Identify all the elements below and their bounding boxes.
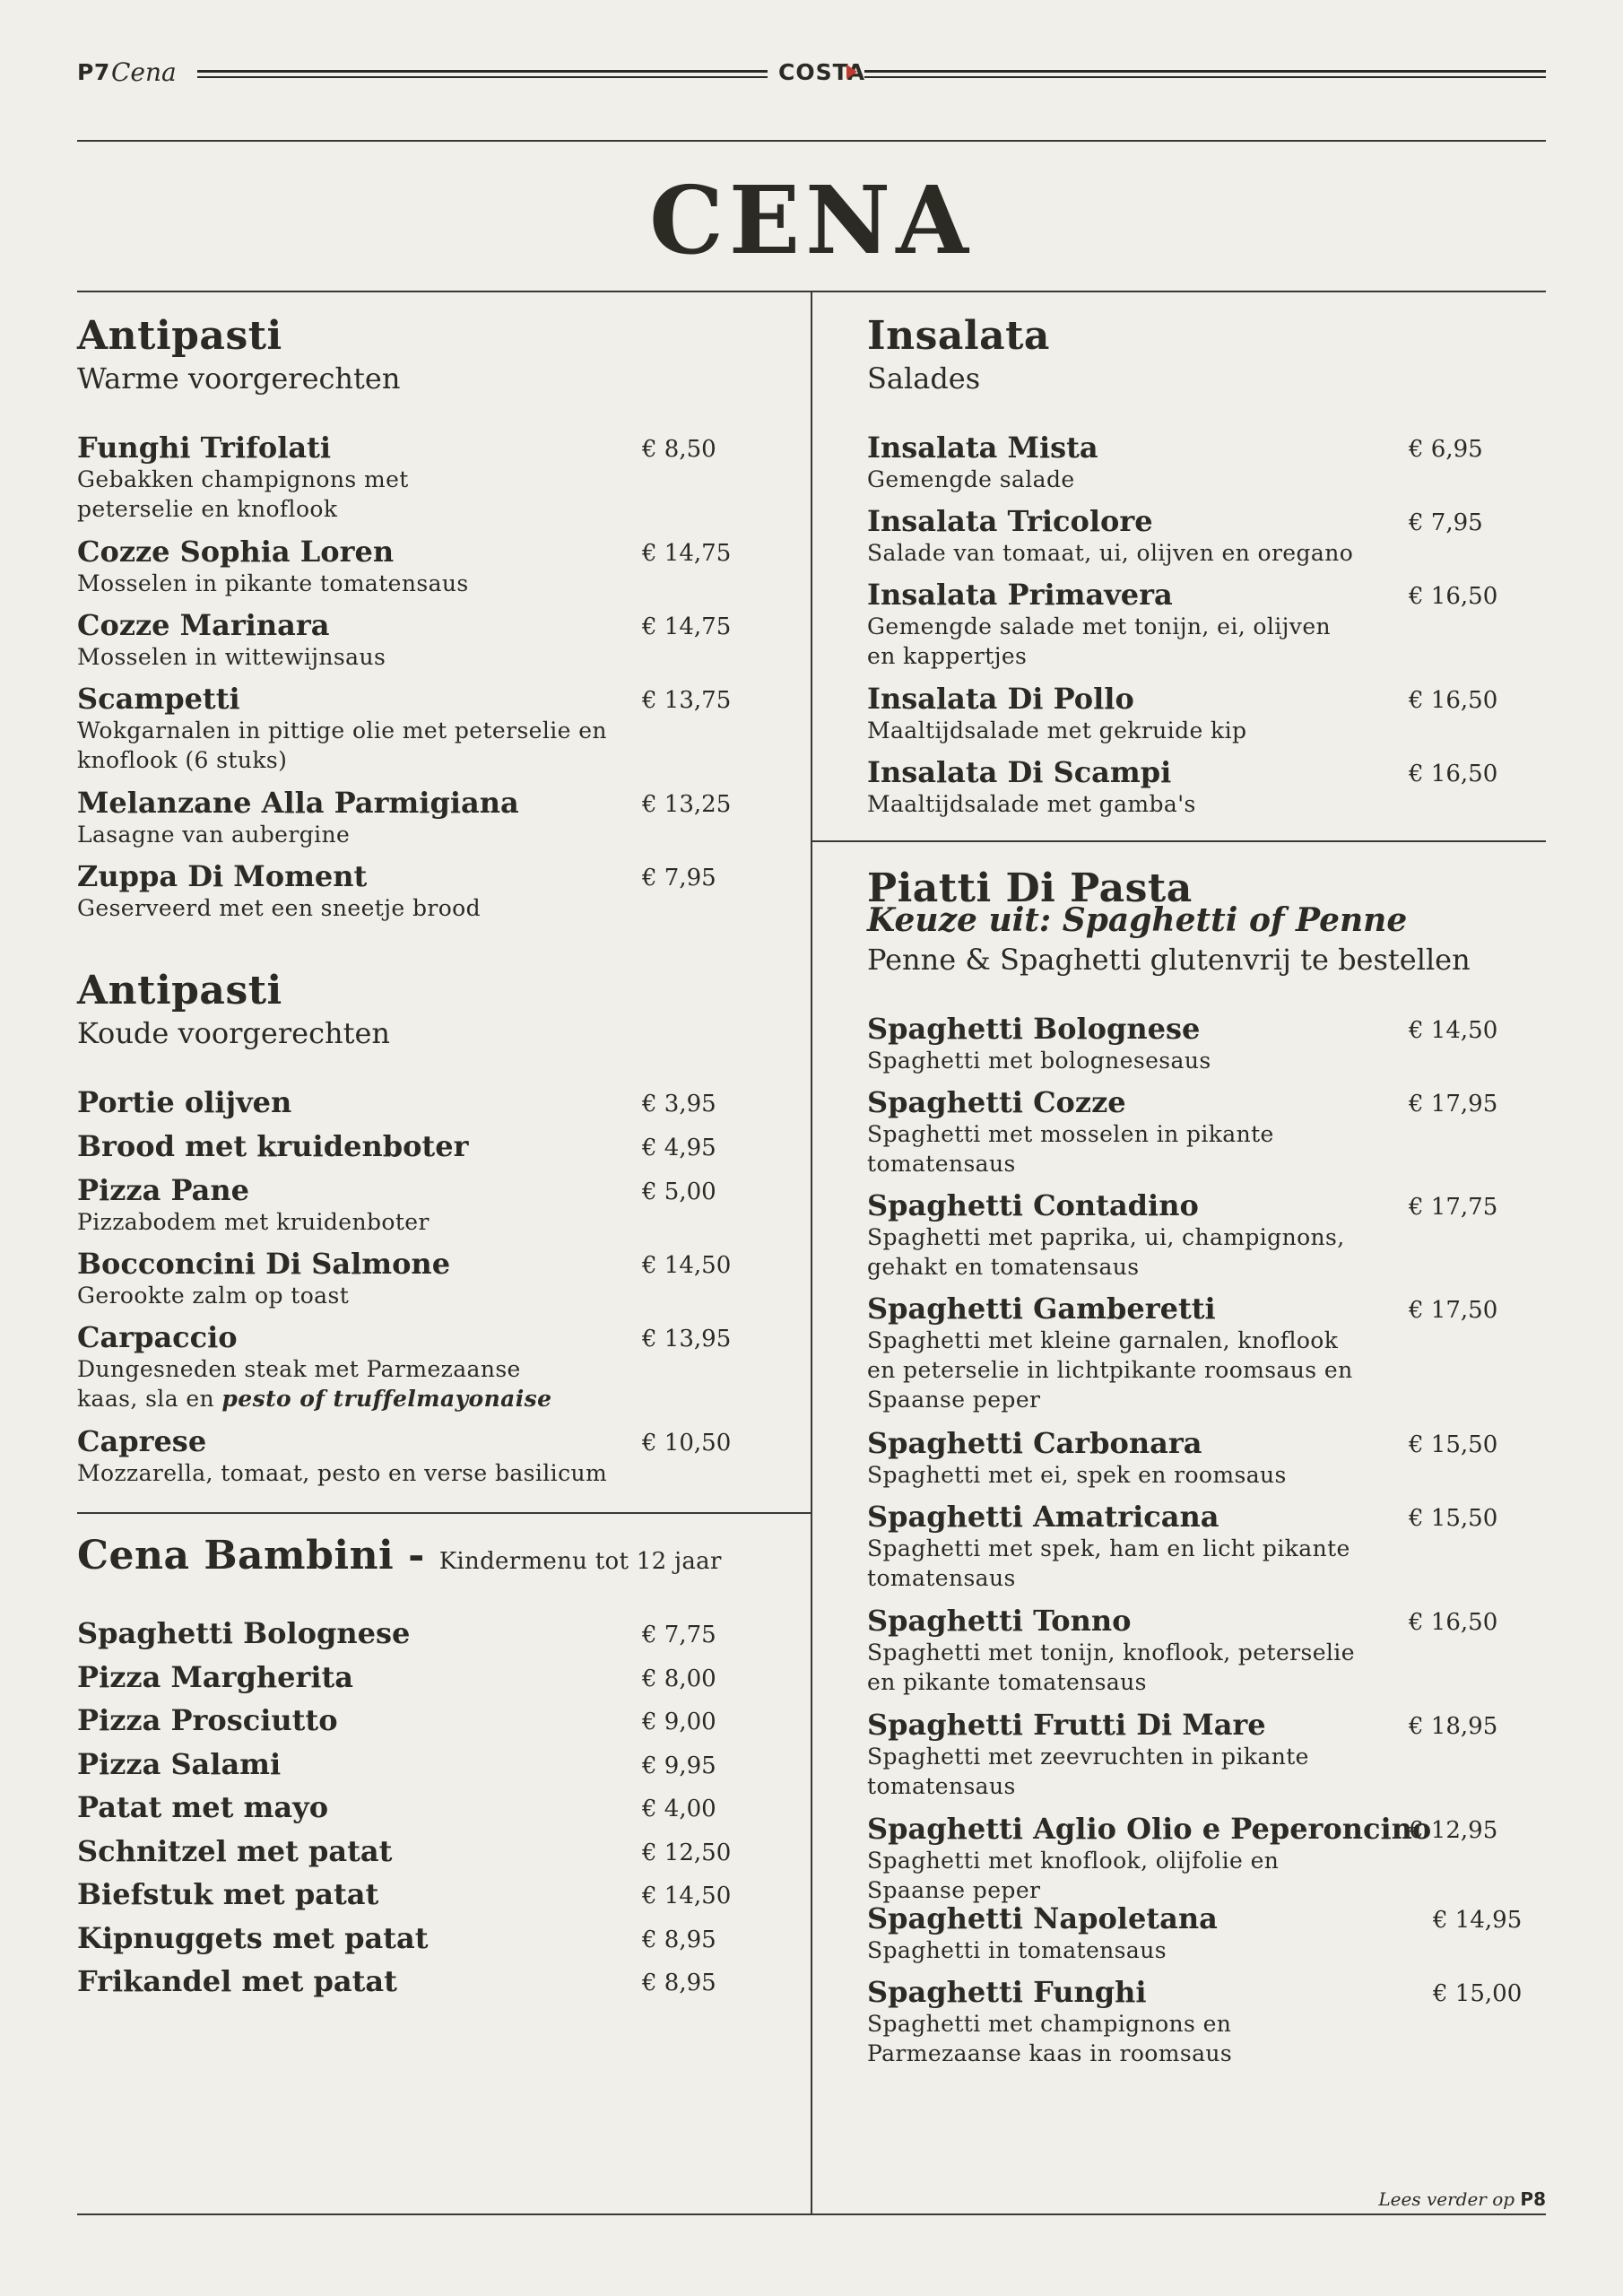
item-price: € 9,95: [642, 1752, 716, 1779]
item-name: Portie olijven: [77, 1085, 292, 1119]
item-price: € 12,95: [1409, 1817, 1498, 1844]
item-description: Geserveerd met een sneetje brood: [77, 895, 482, 921]
item-description: Gemengde salade met tonijn, ei, olijven en kappertjes: [867, 613, 1332, 669]
item-price: € 13,95: [642, 1326, 732, 1352]
item-price: € 12,50: [642, 1839, 732, 1866]
item-price: € 6,95: [1409, 436, 1483, 463]
item-price: € 14,95: [1433, 1907, 1523, 1934]
divider-top: [77, 140, 1546, 142]
menu-item: [77, 1085, 777, 1119]
item-description: Pizzabodem met kruidenboter: [77, 1209, 430, 1235]
item-description: Spaghetti in tomatensaus: [867, 1937, 1167, 1963]
item-description: Maaltijdsalade met gamba's: [867, 791, 1196, 817]
item-name: Spaghetti Bolognese: [867, 1012, 1201, 1046]
section-label: Cena: [111, 57, 177, 87]
item-price: € 14,50: [642, 1252, 732, 1279]
menu-item: [867, 1188, 1567, 1282]
item-price: € 8,95: [642, 1970, 716, 1996]
menu-item: [867, 1975, 1567, 2068]
continue-page: P8: [1520, 2188, 1546, 2210]
section-title-antipasti-cold: Antipasti: [77, 968, 282, 1013]
menu-item: [867, 1708, 1567, 1801]
menu-item: [867, 578, 1567, 671]
item-name: Kipnuggets met patat: [77, 1921, 429, 1955]
menu-item: [77, 1834, 777, 1868]
menu-item: [77, 1660, 777, 1694]
item-price: € 8,50: [642, 436, 716, 463]
item-description: Gemengde salade: [867, 466, 1075, 492]
item-price: € 17,95: [1409, 1091, 1498, 1118]
item-name: Insalata Primavera: [867, 578, 1173, 612]
menu-item: [867, 1812, 1567, 1905]
item-price: € 10,50: [642, 1430, 732, 1457]
bambini-title: Cena Bambini: [77, 1533, 395, 1578]
item-price: € 16,50: [1409, 583, 1498, 610]
item-description: Spaghetti met kleine garnalen, knoflook en peterselie in lichtpikante roomsaus en Spaanse peper: [867, 1327, 1353, 1413]
menu-item: [77, 682, 777, 775]
item-price: € 13,25: [642, 791, 732, 818]
item-name: Schnitzel met patat: [77, 1834, 393, 1868]
item-price: € 14,50: [1409, 1017, 1498, 1044]
item-price: € 8,00: [642, 1665, 716, 1692]
item-description: [77, 1354, 561, 1413]
item-description: Spaghetti met mosselen in pikante tomatensaus: [867, 1121, 1274, 1177]
continue-note: [1378, 2188, 1546, 2210]
menu-item: [77, 430, 777, 524]
item-name: Funghi Trifolati: [77, 430, 332, 465]
continue-text: Lees verder op: [1378, 2188, 1515, 2210]
bambini-dash: -: [408, 1533, 425, 1578]
menu-item: [77, 1877, 777, 1911]
item-name: Melanzane Alla Parmigiana: [77, 786, 519, 820]
item-price: € 4,00: [642, 1796, 716, 1822]
menu-item: [77, 1173, 777, 1237]
header-rule-right: [864, 70, 1546, 78]
item-price: € 15,00: [1433, 1980, 1523, 2007]
menu-item: [77, 859, 777, 923]
menu-item: [867, 1012, 1567, 1075]
menu-item: [867, 504, 1567, 568]
section-subtitle-pasta: Penne & Spaghetti glutenvrij te bestellen: [867, 943, 1471, 977]
item-description: Spaghetti met zeevruchten in pikante tomatensaus: [867, 1744, 1309, 1799]
item-name: Caprese: [77, 1424, 207, 1458]
divider-bambini: [77, 1512, 811, 1514]
item-name: Spaghetti Napoletana: [867, 1901, 1218, 1935]
menu-item: [77, 1964, 777, 1998]
divider-pasta: [812, 840, 1546, 842]
item-name: Spaghetti Cozze: [867, 1085, 1126, 1119]
menu-item: [77, 1424, 777, 1488]
section-subtitle-antipasti-warm: Warme voorgerechten: [77, 361, 401, 396]
item-price: € 5,00: [642, 1178, 716, 1205]
item-description: Lasagne van aubergine: [77, 822, 351, 848]
item-price: € 4,95: [642, 1135, 716, 1161]
section-subtitle-insalata: Salades: [867, 361, 981, 396]
item-name: Carpaccio: [77, 1320, 238, 1354]
item-name: Spaghetti Tonno: [867, 1604, 1132, 1638]
item-price: € 17,50: [1409, 1297, 1498, 1324]
item-price: € 9,00: [642, 1709, 716, 1735]
menu-item: [867, 1292, 1567, 1414]
item-description: Wokgarnalen in pittige olie met peterselie en knoflook (6 stuks): [77, 718, 607, 773]
item-description: Mosselen in pikante tomatensaus: [77, 570, 469, 596]
item-price: € 16,50: [1409, 761, 1498, 787]
item-name: Spaghetti Frutti Di Mare: [867, 1708, 1266, 1742]
bambini-note: Kindermenu tot 12 jaar: [438, 1548, 722, 1575]
item-name: Cozze Sophia Loren: [77, 535, 395, 569]
item-description-italic: pesto of truffelmayonaise: [221, 1386, 552, 1412]
section-title-insalata: Insalata: [867, 313, 1050, 359]
menu-item: [867, 755, 1567, 819]
menu-item: [77, 1320, 777, 1413]
item-name: Patat met mayo: [77, 1790, 329, 1824]
menu-item: [77, 1616, 777, 1650]
item-price: € 7,95: [1409, 509, 1483, 536]
item-description: Spaghetti met bolognesesaus: [867, 1048, 1211, 1074]
item-description: Mozzarella, tomaat, pesto en verse basilicum: [77, 1460, 608, 1486]
item-name: Spaghetti Bolognese: [77, 1616, 411, 1650]
item-name: Spaghetti Amatricana: [867, 1500, 1219, 1534]
item-name: Spaghetti Funghi: [867, 1975, 1147, 2009]
item-description: Mosselen in wittewijnsaus: [77, 644, 386, 670]
item-name: Spaghetti Gamberetti: [867, 1292, 1216, 1326]
menu-item: [77, 1790, 777, 1824]
menu-item: [77, 608, 777, 672]
section-title-antipasti-warm: Antipasti: [77, 313, 282, 359]
menu-item: [867, 1426, 1567, 1490]
item-name: Frikandel met patat: [77, 1964, 397, 1998]
item-name: Spaghetti Contadino: [867, 1188, 1199, 1222]
item-price: € 3,95: [642, 1091, 716, 1118]
item-description: Gerookte zalm op toast: [77, 1283, 350, 1309]
menu-item: [77, 535, 777, 598]
item-description: Spaghetti met spek, ham en licht pikante tomatensaus: [867, 1535, 1350, 1591]
item-price: € 15,50: [1409, 1431, 1498, 1458]
item-name: Pizza Prosciutto: [77, 1703, 338, 1737]
divider-bottom: [77, 2213, 1546, 2215]
item-price: € 16,50: [1409, 1609, 1498, 1636]
item-name: Insalata Di Scampi: [867, 755, 1172, 789]
item-price: € 14,75: [642, 613, 732, 640]
item-description: Salade van tomaat, ui, olijven en oregano: [867, 540, 1354, 566]
page-title: CENA: [649, 165, 974, 275]
item-price: € 7,75: [642, 1622, 716, 1648]
item-name: Insalata Tricolore: [867, 504, 1153, 538]
menu-item: [867, 430, 1567, 494]
item-price: € 18,95: [1409, 1713, 1498, 1740]
item-name: Pizza Margherita: [77, 1660, 353, 1694]
item-name: Insalata Di Pollo: [867, 682, 1134, 716]
item-price: € 7,95: [642, 865, 716, 891]
item-name: Scampetti: [77, 682, 240, 716]
item-description: Maaltijdsalade met gekruide kip: [867, 718, 1247, 744]
item-price: € 14,75: [642, 540, 732, 567]
section-subtitle-antipasti-cold: Koude voorgerechten: [77, 1016, 391, 1050]
item-price: € 16,50: [1409, 687, 1498, 714]
menu-item: [77, 1921, 777, 1955]
item-description: Spaghetti met knoflook, olijfolie en Spaanse peper: [867, 1848, 1280, 1903]
item-name: Brood met kruidenboter: [77, 1129, 469, 1163]
menu-item: [77, 1129, 777, 1163]
menu-item: [77, 786, 777, 849]
item-name: Pizza Pane: [77, 1173, 249, 1207]
item-name: Bocconcini Di Salmone: [77, 1247, 451, 1281]
item-price: € 8,95: [642, 1926, 716, 1953]
logo: COSTA: [778, 59, 866, 85]
item-name: Insalata Mista: [867, 430, 1098, 465]
item-name: Cozze Marinara: [77, 608, 330, 642]
menu-item: [77, 1703, 777, 1737]
item-description: Spaghetti met champignons en Parmezaanse kaas in roomsaus: [867, 2011, 1233, 2066]
item-price: € 13,75: [642, 687, 732, 714]
item-name: Spaghetti Carbonara: [867, 1426, 1202, 1460]
section-title-pasta: Piatti Di Pasta: [867, 865, 1193, 911]
item-description: Gebakken champignons met peterselie en knoflook: [77, 466, 409, 522]
item-description-text: Dungesneden steak met Parmezaanse kaas, sla en: [77, 1356, 521, 1412]
menu-item: [867, 1500, 1567, 1593]
menu-item: [77, 1747, 777, 1781]
item-price: € 15,50: [1409, 1505, 1498, 1532]
menu-item: [867, 1604, 1567, 1697]
item-name: Biefstuk met patat: [77, 1877, 379, 1911]
item-description: Spaghetti met paprika, ui, champignons, gehakt en tomatensaus: [867, 1224, 1345, 1280]
section-choice-pasta: Keuze uit: Spaghetti of Penne: [867, 901, 1408, 939]
item-name: Zuppa Di Moment: [77, 859, 368, 893]
item-price: € 17,75: [1409, 1194, 1498, 1221]
item-description: Spaghetti met ei, spek en roomsaus: [867, 1462, 1287, 1488]
italian-flag-icon: [846, 65, 857, 79]
item-name: Pizza Salami: [77, 1747, 282, 1781]
menu-item: [867, 1085, 1567, 1178]
item-price: € 14,50: [642, 1883, 732, 1909]
section-title-bambini: [77, 1534, 722, 1584]
item-name: Spaghetti Aglio Olio e Peperoncino: [867, 1812, 1432, 1846]
header-rule-left: [197, 70, 768, 78]
page-number: P7: [77, 59, 110, 85]
menu-item: [867, 1901, 1567, 1965]
menu-item: [867, 682, 1567, 745]
column-divider: [811, 291, 812, 2215]
item-description: Spaghetti met tonijn, knoflook, peterselie en pikante tomatensaus: [867, 1639, 1355, 1695]
menu-item: [77, 1247, 777, 1310]
